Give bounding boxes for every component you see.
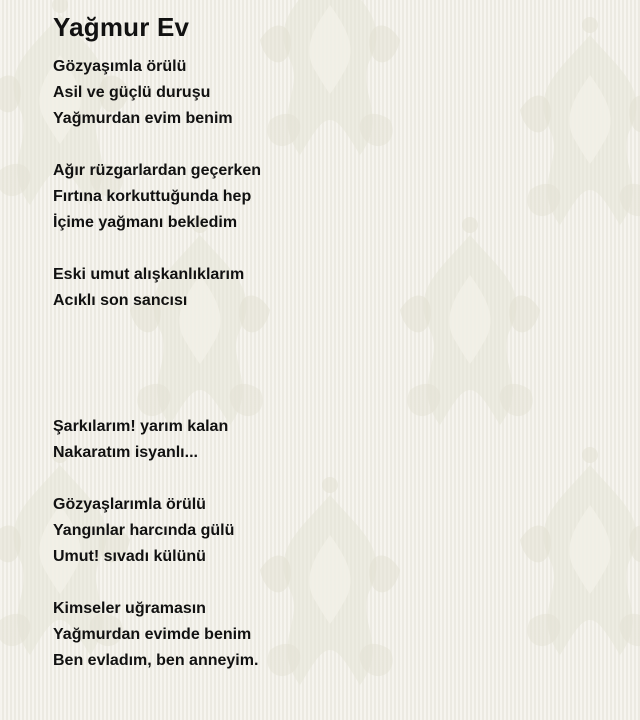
stanza-4 (53, 414, 613, 466)
poem-line: Yağmurdan evimde benim (53, 626, 252, 643)
poem-line: Acıklı son sancısı (53, 292, 188, 309)
poem-line: Yağmurdan evim benim (53, 110, 233, 127)
poem-line: Fırtına korkuttuğunda hep (53, 188, 252, 205)
stanza-3 (53, 262, 613, 314)
stanza-5 (53, 492, 613, 570)
poem-line: Eski umut alışkanlıklarım (53, 266, 245, 283)
poem-title: Yağmur Ev (53, 12, 190, 42)
poem-line: Gözyaşımla örülü (53, 58, 187, 75)
poem-line: Nakaratım isyanlı... (53, 444, 198, 461)
poem-line: Umut! sıvadı külünü (53, 548, 206, 565)
poem-line: Kimseler uğramasın (53, 600, 206, 617)
stanza-1 (53, 54, 613, 132)
poem (53, 10, 613, 700)
poem-line: Gözyaşlarımla örülü (53, 496, 206, 513)
poem-line: Asil ve güçlü duruşu (53, 84, 211, 101)
poem-line: Ben evladım, ben anneyim. (53, 652, 259, 669)
stanza-6 (53, 596, 613, 674)
poem-line: İçime yağmanı bekledim (53, 214, 238, 231)
stanza-2 (53, 158, 613, 236)
poem-line: Şarkılarım! yarım kalan (53, 418, 229, 435)
poem-line: Ağır rüzgarlardan geçerken (53, 162, 262, 179)
poem-line: Yangınlar harcında gülü (53, 522, 235, 539)
